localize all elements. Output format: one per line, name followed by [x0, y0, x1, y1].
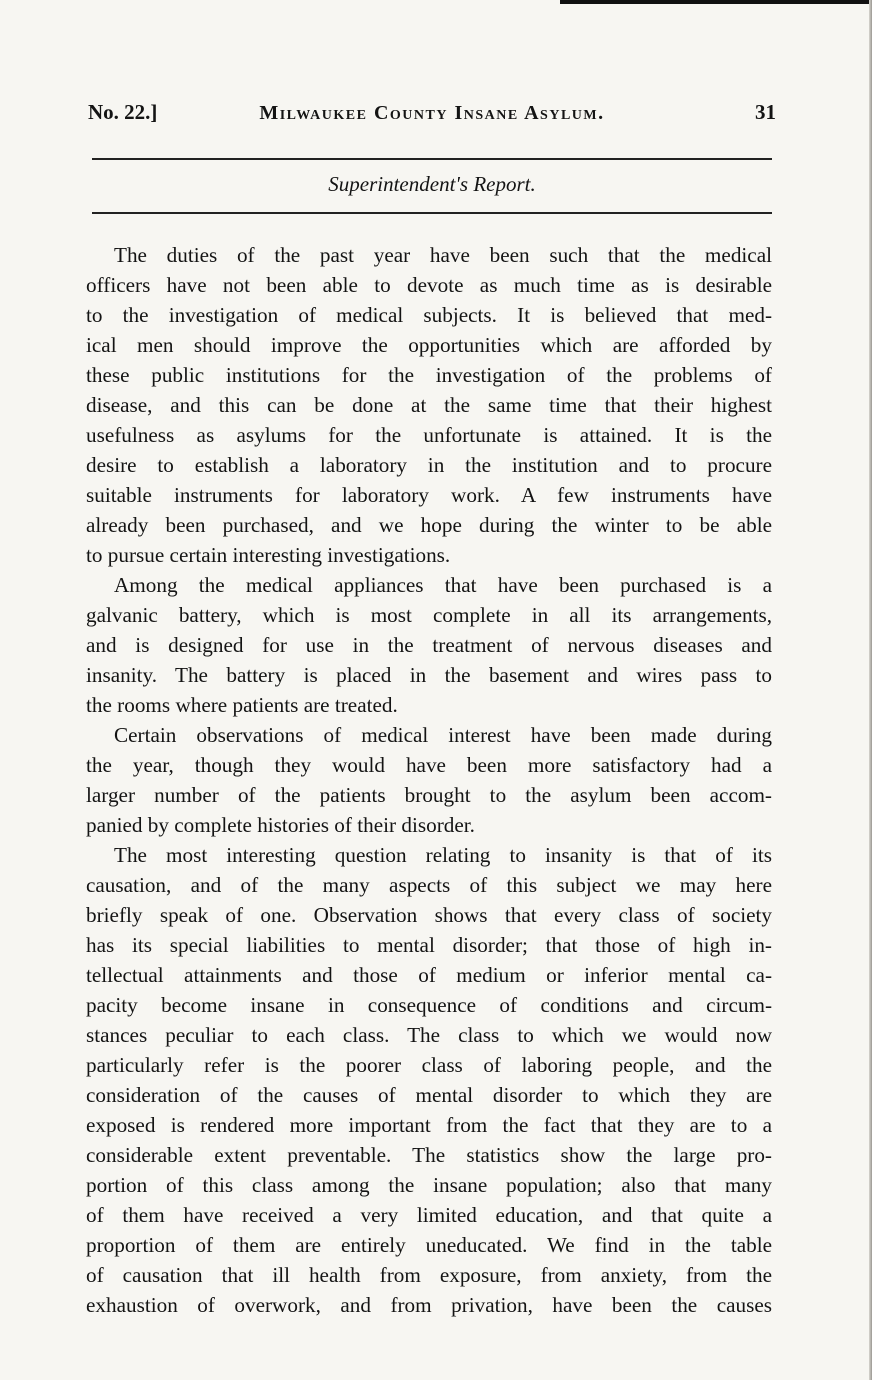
text-line: The duties of the past year have been such that the medical: [114, 243, 772, 267]
text-line: desire to establish a laboratory in the institution and to procure: [86, 453, 772, 477]
text-line: stances peculiar to each class. The class to which we would now: [86, 1023, 772, 1047]
text-line: tellectual attainments and those of medium or inferior mental ca-: [86, 963, 772, 987]
text-line: officers have not been able to devote as much time as is desirable: [86, 273, 772, 297]
text-line: exhaustion of overwork, and from privation, have been the causes: [86, 1293, 772, 1317]
text-line: of causation that ill health from exposure, from anxiety, from the: [86, 1263, 772, 1287]
text-line: disease, and this can be done at the same time that their highest: [86, 393, 772, 417]
text-line: to pursue certain interesting investigations.: [86, 543, 451, 567]
text-line: particularly refer is the poorer class of laboring people, and the: [86, 1053, 772, 1077]
text-line: briefly speak of one. Observation shows that every class of society: [86, 903, 772, 927]
text-line: the rooms where patients are treated.: [86, 693, 398, 717]
running-head: [88, 100, 776, 132]
text-line: the year, though they would have been more satisfactory had a: [86, 753, 772, 777]
document-number: No. 22.]: [88, 100, 158, 124]
text-line: Certain observations of medical interest have been made during: [114, 723, 772, 747]
text-line: these public institutions for the investigation of the problems of: [86, 363, 772, 387]
text-line: ical men should improve the opportunities which are afforded by: [86, 333, 772, 357]
text-line: Among the medical appliances that have been purchased is a: [114, 573, 772, 597]
text-line: causation, and of the many aspects of this subject we may here: [86, 873, 772, 897]
text-line: consideration of the causes of mental disorder to which they are: [86, 1083, 772, 1107]
text-line: considerable extent preventable. The statistics show the large pro-: [86, 1143, 772, 1167]
text-line: already been purchased, and we hope during the winter to be able: [86, 513, 772, 537]
page-number: 31: [755, 100, 776, 124]
text-line: galvanic battery, which is most complete in all its arrangements,: [86, 603, 772, 627]
header-rule-top: [92, 158, 772, 160]
institution-title: Milwaukee County Insane Asylum.: [259, 102, 605, 124]
header-rule-bottom: [92, 212, 772, 214]
text-line: to the investigation of medical subjects. It is believed that med-: [86, 303, 772, 327]
text-line: has its special liabilities to mental disorder; that those of high in-: [86, 933, 772, 957]
section-title: Superintendent's Report.: [328, 172, 536, 196]
text-line: insanity. The battery is placed in the basement and wires pass to: [86, 663, 772, 687]
text-line: The most interesting question relating to insanity is that of its: [114, 843, 772, 867]
text-line: proportion of them are entirely uneducated. We find in the table: [86, 1233, 772, 1257]
scan-edge-top: [560, 0, 872, 4]
report-body: [86, 240, 772, 1320]
text-line: and is designed for use in the treatment of nervous diseases and: [86, 633, 772, 657]
text-line: of them have received a very limited education, and that quite a: [86, 1203, 772, 1227]
text-line: portion of this class among the insane population; also that many: [86, 1173, 772, 1197]
text-line: suitable instruments for laboratory work. A few instruments have: [86, 483, 772, 507]
text-line: usefulness as asylums for the unfortunate is attained. It is the: [86, 423, 772, 447]
text-line: larger number of the patients brought to the asylum been accom-: [86, 783, 772, 807]
text-line: exposed is rendered more important from the fact that they are to a: [86, 1113, 772, 1137]
text-line: panied by complete histories of their disorder.: [86, 813, 475, 837]
text-line: pacity become insane in consequence of conditions and circum-: [86, 993, 772, 1017]
